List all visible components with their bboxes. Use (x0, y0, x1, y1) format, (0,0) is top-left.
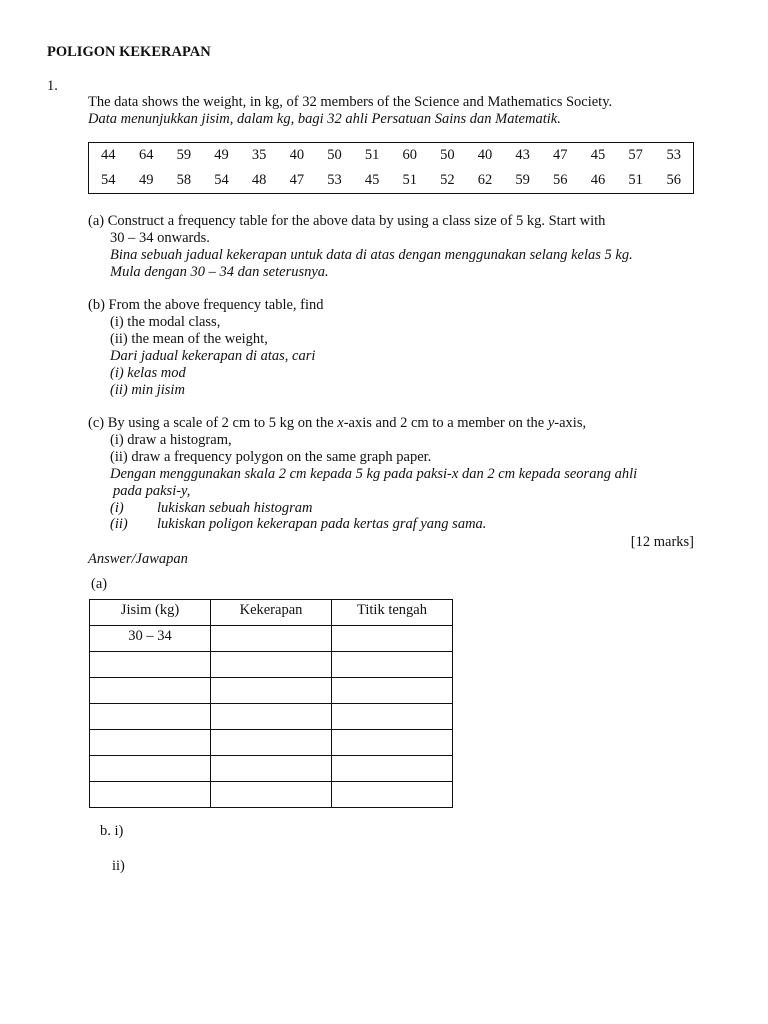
header-kekerapan: Kekerapan (211, 600, 332, 626)
table-row (90, 652, 453, 678)
frequency-cell[interactable] (211, 730, 332, 756)
data-cell: 56 (666, 172, 681, 188)
table-row (90, 704, 453, 730)
class-cell[interactable] (90, 652, 211, 678)
weight-data-table (88, 142, 694, 194)
table-row (90, 782, 453, 808)
midpoint-cell[interactable] (332, 756, 453, 782)
class-cell[interactable] (90, 782, 211, 808)
data-cell: 57 (628, 147, 643, 163)
part-b-ii: (ii) the mean of the weight, (110, 331, 268, 347)
frequency-answer-table (89, 599, 453, 808)
class-cell[interactable] (90, 704, 211, 730)
data-cell: 47 (289, 172, 305, 188)
page-title: POLIGON KEKERAPAN (47, 44, 211, 60)
part-c-malay2: pada paksi-y, (113, 483, 191, 499)
data-cell: 45 (364, 172, 380, 188)
data-cell: 46 (590, 172, 606, 188)
data-cell: 53 (666, 147, 681, 163)
part-a-malay1: Bina sebuah jadual kekerapan untuk data di atas dengan menggunakan selang kelas 5 kg. (110, 247, 633, 263)
part-c-malay-ii-number: (ii) (110, 516, 128, 532)
answer-b-i-label: b. i) (100, 823, 124, 839)
data-cell: 59 (515, 172, 530, 188)
data-cell: 49 (139, 172, 154, 188)
frequency-cell[interactable] (211, 756, 332, 782)
part-b-malay-i: (i) kelas mod (110, 365, 186, 381)
data-cell: 51 (364, 147, 380, 163)
data-cell: 60 (402, 147, 417, 163)
question-number: 1. (47, 78, 58, 94)
data-cell: 59 (176, 147, 192, 163)
part-c-line1-post: -axis, (554, 415, 587, 431)
table-row (90, 756, 453, 782)
table-row (90, 730, 453, 756)
intro-malay: Data menunjukkan jisim, dalam kg, bagi 32 ahli Persatuan Sains dan Matematik. (88, 111, 561, 127)
part-c-malay-i-text: lukiskan sebuah histogram (157, 500, 313, 516)
data-cell: 47 (553, 147, 568, 163)
data-cell: 51 (402, 172, 417, 188)
part-a-malay2: Mula dengan 30 – 34 dan seterusnya. (110, 264, 329, 280)
frequency-cell[interactable] (211, 704, 332, 730)
data-cell: 50 (440, 147, 455, 163)
data-cell: 58 (176, 172, 192, 188)
part-c-malay-i-number: (i) (110, 500, 124, 516)
data-cell: 52 (440, 172, 455, 188)
header-titik-tengah: Titik tengah (332, 600, 453, 626)
data-cell: 62 (477, 172, 493, 188)
part-b-malay1: Dari jadual kekerapan di atas, cari (110, 348, 316, 364)
data-cell: 40 (289, 147, 305, 163)
data-cell: 43 (515, 147, 530, 163)
data-row (89, 168, 694, 194)
part-c-line1-pre: (c) By using a scale of 2 cm to 5 kg on the (88, 415, 338, 431)
part-c-line1-mid: -axis and 2 cm to a member on the (343, 415, 548, 431)
table-row (90, 678, 453, 704)
part-c-i: (i) draw a histogram, (110, 432, 232, 448)
data-cell: 48 (251, 172, 267, 188)
frequency-cell[interactable] (211, 678, 332, 704)
data-cell: 54 (214, 172, 229, 188)
data-cell: 64 (139, 147, 154, 163)
answer-label: Answer/Jawapan (88, 551, 188, 567)
class-cell[interactable] (90, 678, 211, 704)
answer-b-ii-label: ii) (112, 858, 125, 874)
answer-a-label: (a) (91, 576, 108, 592)
midpoint-cell[interactable] (332, 678, 453, 704)
part-b-i: (i) the modal class, (110, 314, 221, 330)
midpoint-cell[interactable] (332, 652, 453, 678)
data-cell: 45 (590, 147, 606, 163)
data-cell: 50 (327, 147, 342, 163)
part-a-line1: (a) Construct a frequency table for the above data by using a class size of 5 kg. Start with (88, 213, 606, 229)
table-header-row (90, 600, 453, 626)
data-cell: 51 (628, 172, 643, 188)
header-jisim: Jisim (kg) (90, 600, 211, 626)
frequency-cell[interactable] (211, 652, 332, 678)
midpoint-cell[interactable] (332, 782, 453, 808)
table-row (90, 626, 453, 652)
data-cell: 56 (553, 172, 568, 188)
part-c-line1 (88, 415, 586, 432)
x-axis-symbol: x (337, 415, 344, 431)
part-a-line2: 30 – 34 onwards. (110, 230, 210, 246)
class-cell[interactable] (90, 730, 211, 756)
marks-label: [12 marks] (630, 534, 694, 550)
midpoint-cell[interactable] (332, 704, 453, 730)
part-c-ii: (ii) draw a frequency polygon on the same graph paper. (110, 449, 432, 465)
class-cell[interactable] (90, 756, 211, 782)
data-cell: 44 (100, 147, 116, 163)
midpoint-cell[interactable] (332, 730, 453, 756)
intro-english: The data shows the weight, in kg, of 32 members of the Science and Mathematics Society. (88, 94, 613, 110)
data-cell: 35 (251, 147, 267, 163)
class-cell: 30 – 34 (90, 626, 211, 652)
data-cell: 49 (214, 147, 229, 163)
data-row (89, 143, 694, 169)
frequency-cell[interactable] (211, 626, 332, 652)
part-c-malay1: Dengan menggunakan skala 2 cm kepada 5 kg pada paksi-x dan 2 cm kepada seorang ahli (110, 466, 638, 482)
frequency-cell[interactable] (211, 782, 332, 808)
data-cell: 40 (477, 147, 493, 163)
data-cell: 54 (100, 172, 116, 188)
y-axis-symbol: y (547, 415, 555, 431)
data-cell: 53 (327, 172, 342, 188)
part-b-line1: (b) From the above frequency table, find (88, 297, 324, 313)
part-c-malay-ii-text: lukiskan poligon kekerapan pada kertas graf yang sama. (157, 516, 487, 532)
part-b-malay-ii: (ii) min jisim (110, 382, 185, 398)
midpoint-cell[interactable] (332, 626, 453, 652)
